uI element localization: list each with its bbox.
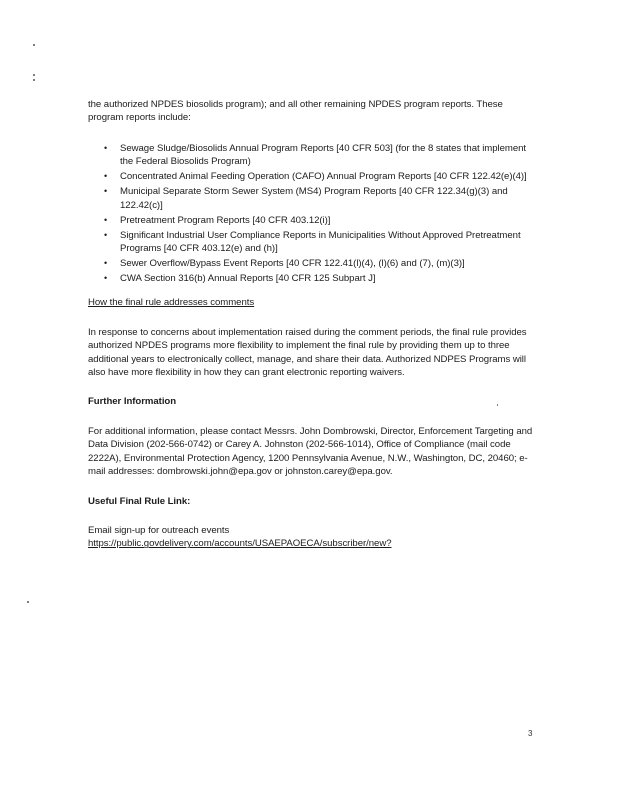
intro-paragraph: the authorized NPDES biosolids program); and all other remaining NPDES program reports. These program reports include: <box>88 99 503 124</box>
list-item: • Concentrated Animal Feeding Operation (CAFO) Annual Program Reports [40 CFR 122.42(e)(4)] <box>104 171 527 183</box>
bullet-icon: • <box>104 186 108 197</box>
list-item: • Sewer Overflow/Bypass Event Reports [40 CFR 122.41(l)(4), (l)(6) and (7), (m)(3)] <box>104 258 465 270</box>
page-number: 3 <box>528 729 533 738</box>
scan-speck <box>33 79 35 81</box>
list-item: • Pretreatment Program Reports [40 CFR 403.12(i)] <box>104 214 331 226</box>
bullet-icon: • <box>104 229 108 240</box>
scan-speck <box>27 601 29 603</box>
scan-speck <box>33 74 35 76</box>
further-info-paragraph: For additional information, please contact Messrs. John Dombrowski, Director, Enforcement Targeting and Data Division (202-566-0742) or Carey A. Johnston (202-566-1014), Office of Compliance (mail code 2222A), Environmental Protection Agency, 1200 Pennsylvania Avenue, N.W., Washington, DC, 20460; e-mail addresses: dombrowski.john@epa.gov or johnston.carey@epa.gov. <box>88 425 533 478</box>
bullet-icon: • <box>104 142 108 153</box>
signup-label: Email sign-up for outreach events <box>88 524 230 536</box>
document-body <box>88 98 536 551</box>
comments-paragraph: In response to concerns about implementation raised during the comment periods, the final rule provides authorized NPDES programs more flexibility to implement the final rule by providing them up to three additional years to electronically collect, manage, and share their data. Authorized NDPES Programs will also have more flexibility in how they can grant electronic reporting waivers. <box>88 326 527 379</box>
list-item: • Sewage Sludge/Biosolids Annual Program Reports [40 CFR 503] (for the 8 states that implement the Federal Biosolids Program) <box>104 142 527 168</box>
bullet-icon: • <box>104 171 108 182</box>
bullet-icon: • <box>104 273 108 284</box>
scan-speck <box>33 44 35 46</box>
list-item: • Significant Industrial User Compliance Reports in Municipalities Without Approved Pretreatment Programs [40 CFR 403.12(e) and (h)] <box>104 229 521 255</box>
useful-link-heading: Useful Final Rule Link: <box>88 495 191 507</box>
signup-link[interactable]: https://public.govdelivery.com/accounts/USAEPAOECA/subscriber/new? <box>88 538 392 550</box>
list-item: • CWA Section 316(b) Annual Reports [40 CFR 125 Subpart J] <box>104 273 376 285</box>
bullet-icon: • <box>104 214 108 225</box>
list-item: • Municipal Separate Storm Sewer System (MS4) Program Reports [40 CFR 122.34(g)(3) and 122.42(c)] <box>104 186 508 211</box>
program-reports-list <box>88 142 536 286</box>
bullet-icon: • <box>104 258 108 269</box>
comments-heading: How the final rule addresses comments <box>88 297 255 309</box>
further-info-heading: Further Information <box>88 396 177 408</box>
